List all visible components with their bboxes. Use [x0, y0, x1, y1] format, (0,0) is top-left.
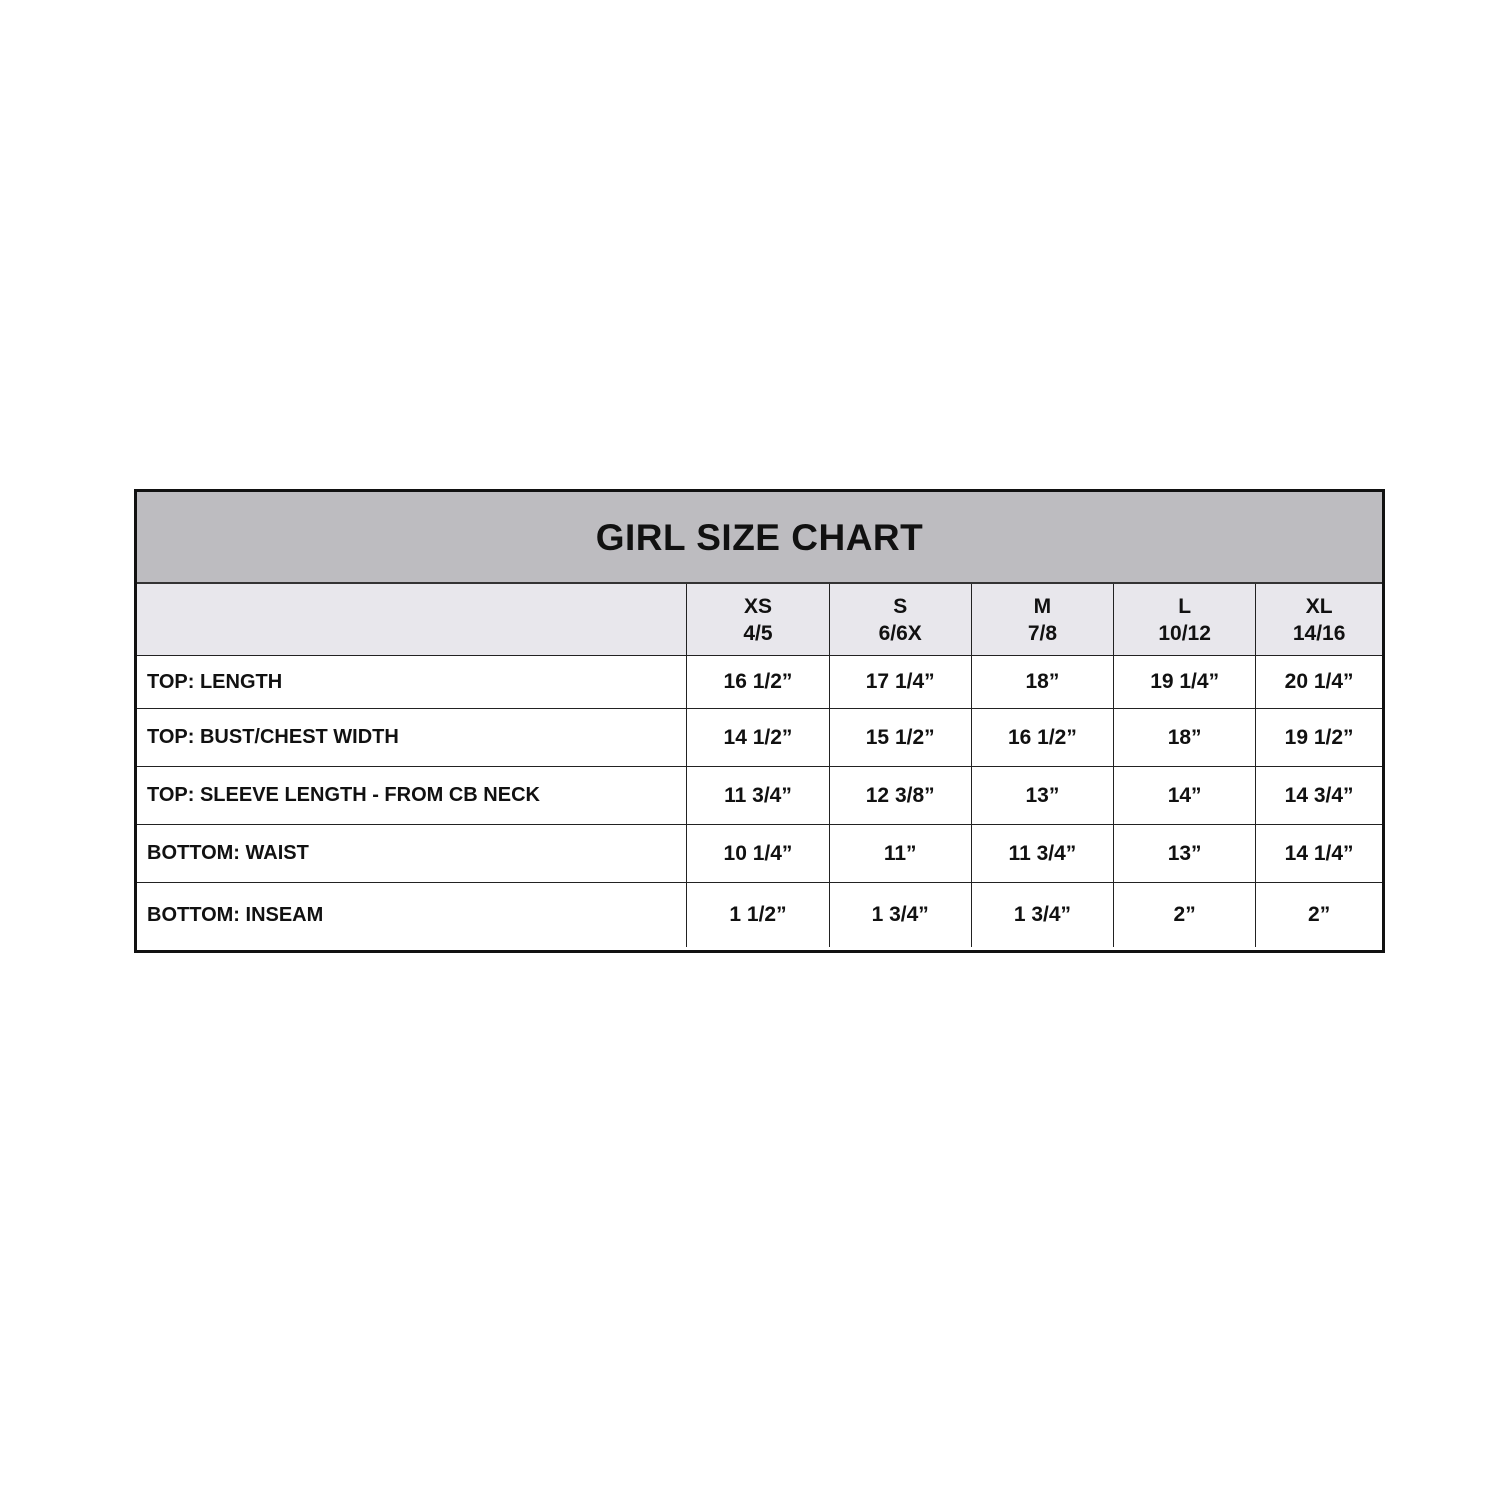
measurement-cell: 14 1/2”	[687, 709, 829, 767]
measurement-cell: 17 1/4”	[829, 656, 971, 709]
size-code: M	[1033, 594, 1052, 618]
measurement-cell: 18”	[971, 656, 1113, 709]
size-table	[137, 584, 1382, 947]
measurement-cell: 2”	[1114, 883, 1256, 948]
measurement-cell: 12 3/8”	[829, 767, 971, 825]
measurement-cell: 11 3/4”	[687, 767, 829, 825]
measurement-cell: 16 1/2”	[687, 656, 829, 709]
measurement-cell: 11”	[829, 825, 971, 883]
size-range: 14/16	[1292, 621, 1346, 645]
measurement-cell: 10 1/4”	[687, 825, 829, 883]
size-chart	[134, 489, 1385, 953]
measurement-cell: 16 1/2”	[971, 709, 1113, 767]
table-row	[137, 883, 1382, 948]
measurement-cell: 1 3/4”	[971, 883, 1113, 948]
size-code: L	[1178, 594, 1192, 618]
measurement-cell: 20 1/4”	[1256, 656, 1382, 709]
size-header-xl	[1256, 584, 1382, 656]
size-header-m	[971, 584, 1113, 656]
size-range: 7/8	[1027, 621, 1058, 645]
row-label: BOTTOM: WAIST	[137, 825, 687, 883]
row-label: TOP: SLEEVE LENGTH - FROM CB NECK	[137, 767, 687, 825]
size-range: 10/12	[1158, 621, 1211, 645]
size-code: XS	[743, 594, 772, 618]
measurement-cell: 2”	[1256, 883, 1382, 948]
size-header-s	[829, 584, 971, 656]
chart-title: GIRL SIZE CHART	[595, 517, 924, 558]
measurement-cell: 13”	[971, 767, 1113, 825]
measurement-cell: 1 1/2”	[687, 883, 829, 948]
measurement-cell: 1 3/4”	[829, 883, 971, 948]
row-label: TOP: LENGTH	[137, 656, 687, 709]
table-row	[137, 767, 1382, 825]
measurement-cell: 14 1/4”	[1256, 825, 1382, 883]
row-label: BOTTOM: INSEAM	[137, 883, 687, 948]
measurement-cell: 14 3/4”	[1256, 767, 1382, 825]
measurement-cell: 19 1/4”	[1114, 656, 1256, 709]
measurement-cell: 15 1/2”	[829, 709, 971, 767]
size-header-xs	[687, 584, 829, 656]
table-row	[137, 709, 1382, 767]
measurement-cell: 14”	[1114, 767, 1256, 825]
chart-title-bar	[137, 492, 1382, 584]
size-range: 6/6X	[878, 621, 922, 645]
measurement-cell: 19 1/2”	[1256, 709, 1382, 767]
table-row	[137, 656, 1382, 709]
size-header-row	[137, 584, 1382, 656]
measurement-cell: 13”	[1114, 825, 1256, 883]
table-row	[137, 825, 1382, 883]
measurement-cell: 18”	[1114, 709, 1256, 767]
empty-header-cell	[137, 584, 687, 656]
size-range: 4/5	[743, 621, 773, 645]
row-label: TOP: BUST/CHEST WIDTH	[137, 709, 687, 767]
size-code: XL	[1305, 594, 1333, 618]
measurement-cell: 11 3/4”	[971, 825, 1113, 883]
size-code: S	[893, 594, 908, 618]
size-header-l	[1114, 584, 1256, 656]
